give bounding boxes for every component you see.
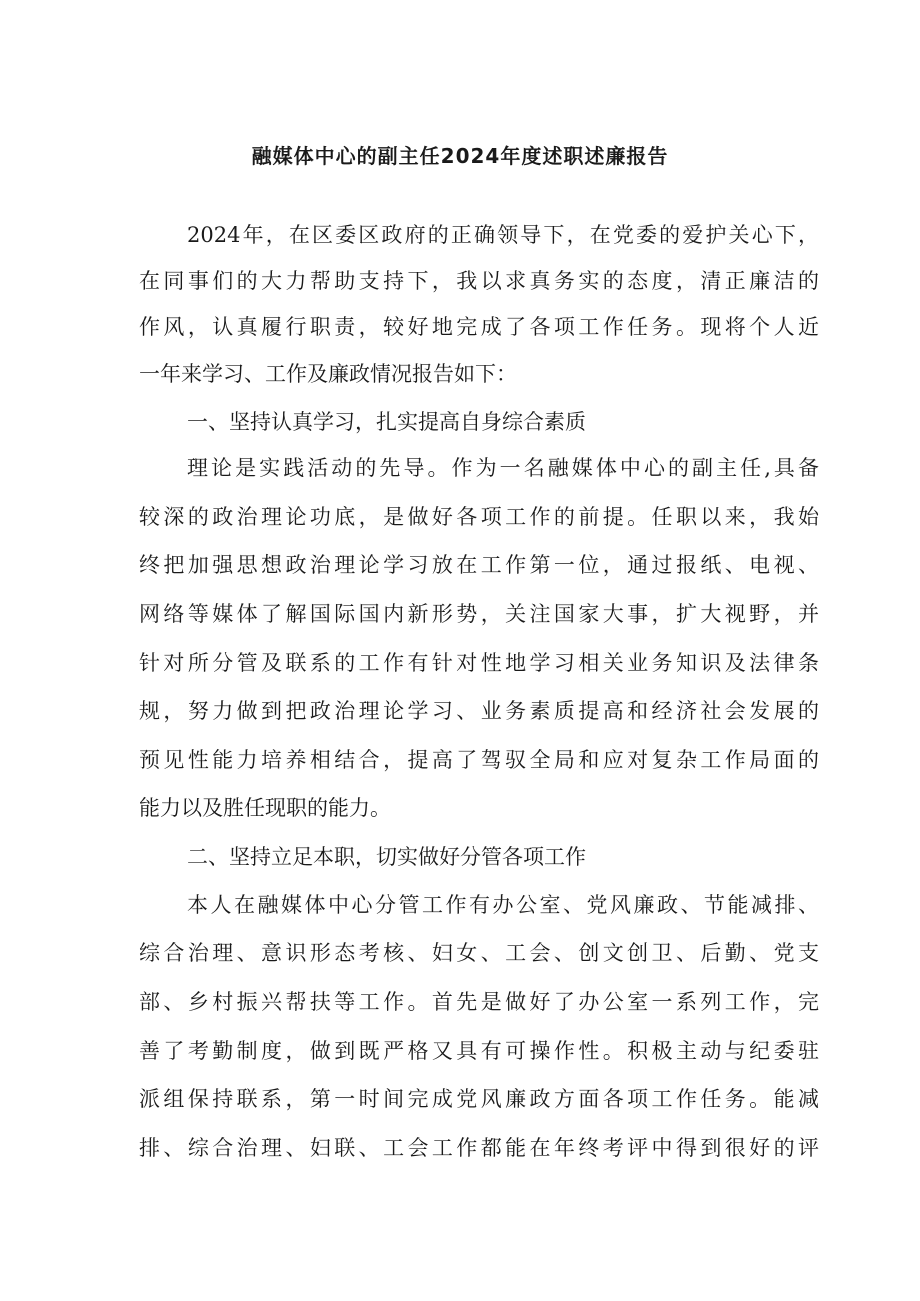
paragraph-line: 作风，认真履行职责，较好地完成了各项工作任务。现将个人近 — [139, 315, 819, 339]
paragraph-line: 能力以及胜任现职的能力。 — [139, 796, 391, 820]
paragraph-line: 针对所分管及联系的工作有针对性地学习相关业务知识及法律条 — [139, 651, 819, 675]
paragraph-line: 在同事们的大力帮助支持下，我以求真务实的态度，清正廉洁的 — [139, 269, 819, 293]
paragraph-line: 善了考勤制度，做到既严格又具有可操作性。积极主动与纪委驻 — [139, 1039, 819, 1063]
paragraph-line: 规，努力做到把政治理论学习、业务素质提高和经济社会发展的 — [139, 699, 819, 723]
paragraph-line: 一年来学习、工作及廉政情况报告如下： — [139, 362, 517, 386]
document-title: 融媒体中心的副主任2024年度述职述廉报告 — [251, 144, 669, 168]
paragraph-line: 网络等媒体了解国际国内新形势，关注国家大事，扩大视野，并 — [139, 602, 819, 626]
paragraph-line: 较深的政治理论功底，是做好各项工作的前提。任职以来，我始 — [139, 505, 819, 529]
paragraph-line: 排、综合治理、妇联、工会工作都能在年终考评中得到很好的评 — [139, 1136, 819, 1160]
paragraph-line: 本人在融媒体中心分管工作有办公室、党风廉政、节能减排、 — [187, 893, 819, 917]
paragraph-line: 预见性能力培养相结合，提高了驾驭全局和应对复杂工作局面的 — [139, 748, 819, 772]
paragraph-line: 终把加强思想政治理论学习放在工作第一位，通过报纸、电视、 — [139, 553, 819, 577]
paragraph-line: 理论是实践活动的先导。作为一名融媒体中心的副主任,具备 — [187, 456, 819, 480]
section-heading-2: 二、坚持立足本职，切实做好分管各项工作 — [187, 845, 586, 869]
paragraph-line: 2024年，在区委区政府的正确领导下，在党委的爱护关心下， — [187, 223, 819, 247]
paragraph-line: 派组保持联系，第一时间完成党风廉政方面各项工作任务。能减 — [139, 1087, 819, 1111]
paragraph-line: 综合治理、意识形态考核、妇女、工会、创文创卫、后勤、党支 — [139, 941, 819, 965]
section-heading-1: 一、坚持认真学习，扎实提高自身综合素质 — [187, 410, 586, 434]
paragraph-line: 部、乡村振兴帮扶等工作。首先是做好了办公室一系列工作，完 — [139, 990, 819, 1014]
